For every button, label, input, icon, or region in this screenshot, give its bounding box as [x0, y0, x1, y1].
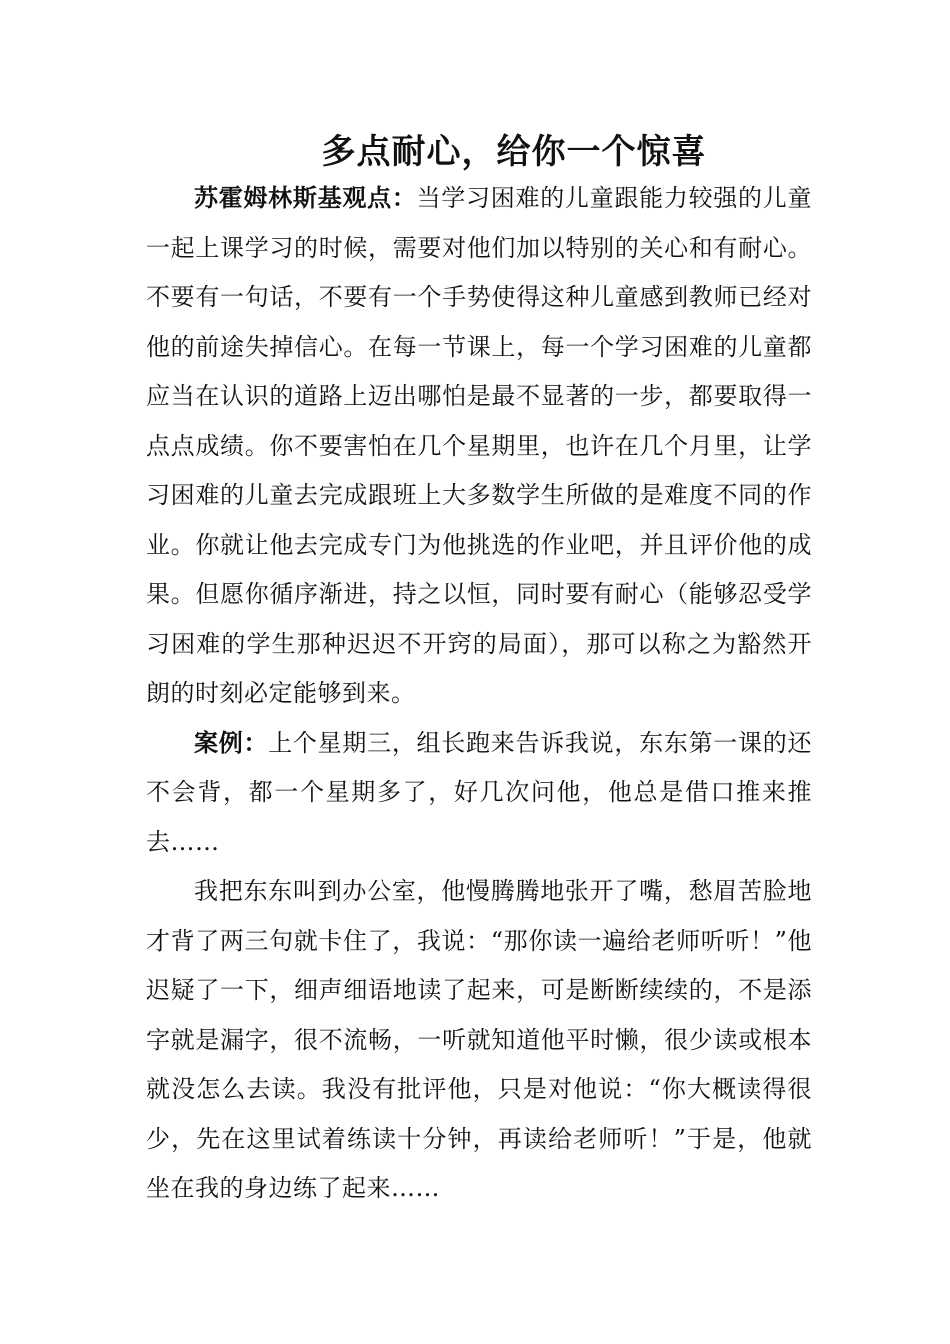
- paragraph-story: [146, 867, 812, 1214]
- paragraph-text: 上个星期三，组长跑来告诉我说，东东第一课的还不会背，都一个星期多了，好几次问他，他总是借口推来推去……: [146, 728, 812, 856]
- document-body: [146, 174, 812, 1214]
- paragraph-lead: 苏霍姆林斯基观点：: [194, 184, 417, 212]
- document-title: 多点耐心，给你一个惊喜: [321, 132, 707, 172]
- paragraph-case: [146, 719, 812, 868]
- paragraph-viewpoint: [146, 174, 812, 719]
- paragraph-text: 我把东东叫到办公室，他慢腾腾地张开了嘴，愁眉苦脸地才背了两三句就卡住了，我说：“那你读一遍给老师听听！”他迟疑了一下，细声细语地读了起来，可是断断续续的，不是添字就是漏字，很不流畅，一听就知道他平时懒，很少读或根本就没怎么去读。我没有批评他，只是对他说：“你大概读得很少，先在这里试着练读十分钟，再读给老师听！”于是，他就坐在我的身边练了起来……: [146, 877, 812, 1202]
- paragraph-lead: 案例：: [194, 728, 269, 757]
- paragraph-text: 当学习困难的儿童跟能力较强的儿童一起上课学习的时候，需要对他们加以特别的关心和有耐心。不要有一句话，不要有一个手势使得这种儿童感到教师已经对他的前途失掉信心。在每一节课上，每一个学习困难的儿童都应当在认识的道路上迈出哪怕是最不显著的一步，都要取得一点点成绩。你不要害怕在几个星期里，也许在几个月里，让学习困难的儿童去完成跟班上大多数学生所做的是难度不同的作业。你就让他去完成专门为他挑选的作业吧，并且评价他的成果。但愿你循序渐进，持之以恒，同时要有耐心（能够忍受学习困难的学生那种迟迟不开窍的局面），那可以称之为豁然开朗的时刻必定能够到来。: [146, 184, 812, 707]
